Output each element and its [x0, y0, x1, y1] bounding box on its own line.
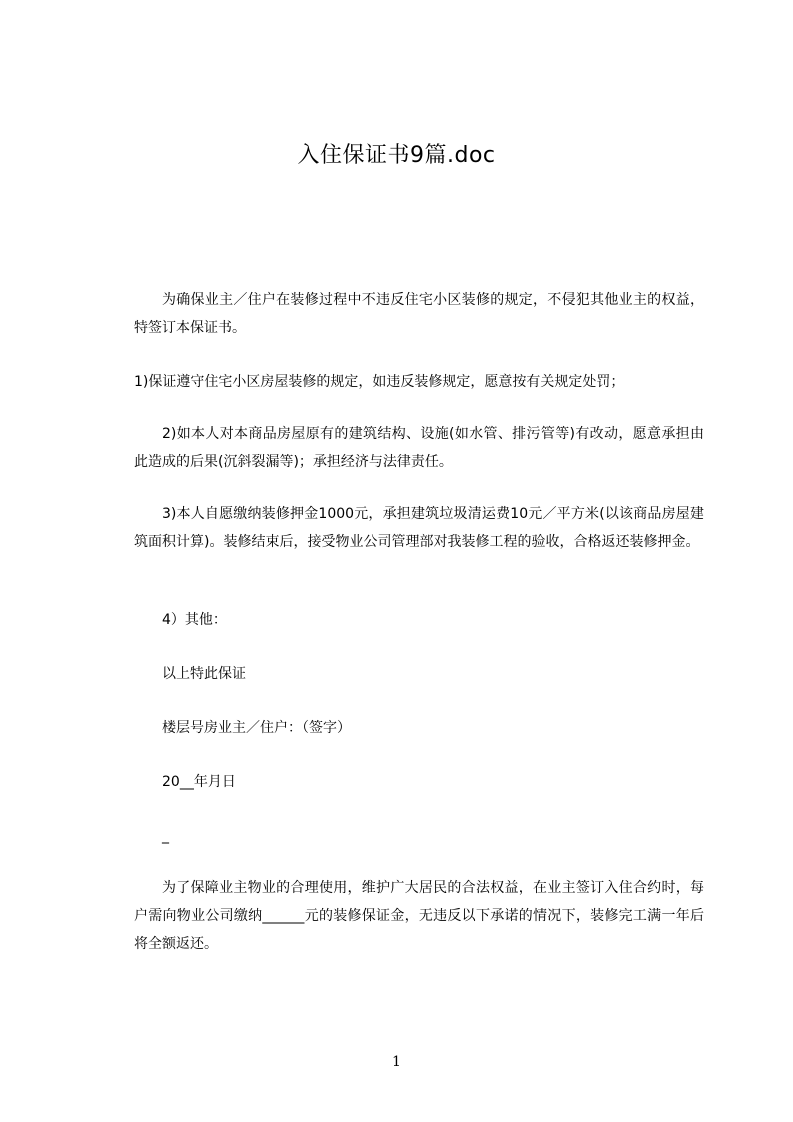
paragraph-signature: 楼层号房业主／住户：（签字） — [162, 720, 351, 736]
paragraph-item-2: 2)如本人对本商品房屋原有的建筑结构、设施(如水管、排污管等)有改动，愿意承担由此造成的后果(沉斜裂漏等)；承担经济与法律责任。 — [134, 426, 704, 470]
paragraph-deposit: 为了保障业主物业的合理使用，维护广大居民的合法权益，在业主签订入住合约时，每户需向物业公司缴纳______元的装修保证金，无违反以下承诺的情况下，装修完工满一年后将全额返还。 — [134, 880, 704, 952]
paragraph-guarantee: 以上特此保证 — [162, 666, 246, 682]
paragraph-item-4: 4）其他： — [162, 612, 227, 628]
document-title: 入住保证书9篇.doc — [297, 143, 496, 168]
paragraph-separator: _ — [162, 828, 169, 844]
paragraph-item-1: 1)保证遵守住宅小区房屋装修的规定，如违反装修规定，愿意按有关规定处罚； — [134, 374, 625, 390]
paragraph-date: 20__年月日 — [162, 774, 236, 790]
paragraph-intro: 为确保业主／住户在装修过程中不违反住宅小区装修的规定，不侵犯其他业主的权益，特签订本保证书。 — [134, 292, 704, 336]
page-number: 1 — [392, 1054, 401, 1070]
paragraph-item-3: 3)本人自愿缴纳装修押金1000元，承担建筑垃圾清运费10元／平方米(以该商品房屋建筑面积计算)。装修结束后，接受物业公司管理部对我装修工程的验收，合格返还装修押金。 — [134, 506, 704, 550]
